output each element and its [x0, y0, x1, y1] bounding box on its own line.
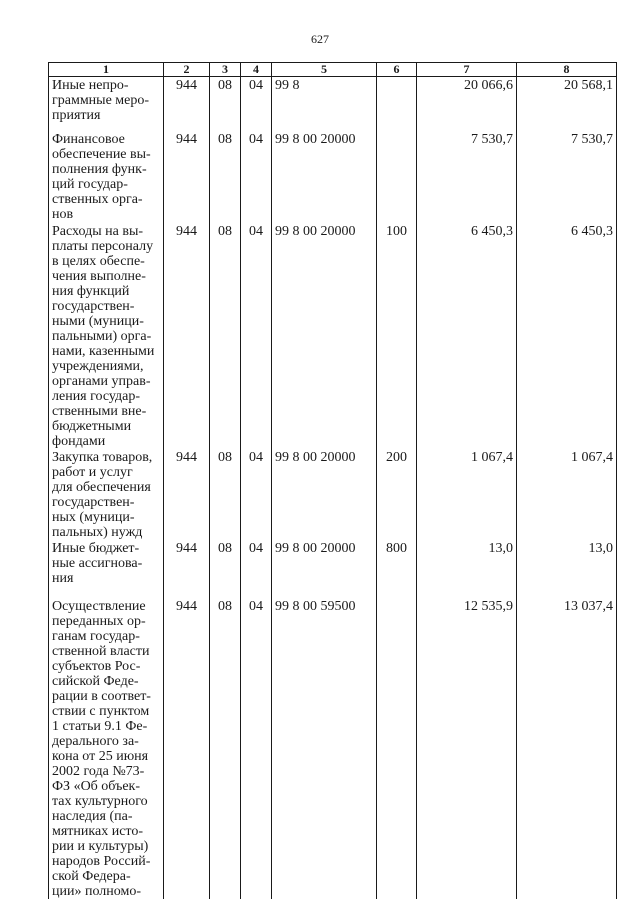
ministry-code: 944: [164, 540, 210, 598]
row-name: Иные бюджет- ные ассигнова- ния: [49, 540, 164, 598]
column-header: 1: [49, 63, 164, 77]
table-row: [49, 223, 617, 449]
section-code: 08: [210, 77, 241, 131]
row-name: Иные непро- граммные меро- приятия: [49, 77, 164, 131]
column-header: 3: [210, 63, 241, 77]
row-name: Осуществление переданных ор- ганам государ- ственной власти субъектов Рос- сийской Феде- рации в соответ- ствии с пунктом 1 статьи 9.1 Фе- дерального за- кона от 25 июня 2002 года №73- ФЗ «Об объек- тах культурного наследия (па- мятниках исто- рии и культуры) народов Россий- ской Федера- ции» полномо-: [49, 598, 164, 899]
subsection-code: 04: [241, 223, 272, 449]
ministry-code: 944: [164, 598, 210, 899]
expense-type-code: [377, 77, 417, 131]
header-row: [49, 63, 617, 77]
ministry-code: 944: [164, 223, 210, 449]
expense-type-code: [377, 598, 417, 899]
row-name: Закупка товаров, работ и услуг для обеспечения государствен- ных (муници- пальных) нужд: [49, 449, 164, 540]
target-article-code: 99 8 00 20000: [272, 223, 377, 449]
table-row: [49, 131, 617, 223]
subsection-code: 04: [241, 449, 272, 540]
section-code: 08: [210, 223, 241, 449]
subsection-code: 04: [241, 598, 272, 899]
column-header: 5: [272, 63, 377, 77]
amount-col-8: 20 568,1: [517, 77, 617, 131]
section-code: 08: [210, 449, 241, 540]
section-code: 08: [210, 598, 241, 899]
expense-type-code: 800: [377, 540, 417, 598]
table-row: [49, 540, 617, 598]
amount-col-7: 6 450,3: [417, 223, 517, 449]
ministry-code: 944: [164, 449, 210, 540]
column-header: 4: [241, 63, 272, 77]
amount-col-8: 13,0: [517, 540, 617, 598]
amount-col-7: 7 530,7: [417, 131, 517, 223]
subsection-code: 04: [241, 540, 272, 598]
amount-col-8: 1 067,4: [517, 449, 617, 540]
column-header: 7: [417, 63, 517, 77]
amount-col-7: 13,0: [417, 540, 517, 598]
expense-type-code: 200: [377, 449, 417, 540]
target-article-code: 99 8 00 59500: [272, 598, 377, 899]
target-article-code: 99 8 00 20000: [272, 131, 377, 223]
amount-col-7: 20 066,6: [417, 77, 517, 131]
column-header: 6: [377, 63, 417, 77]
expense-type-code: 100: [377, 223, 417, 449]
amount-col-7: 1 067,4: [417, 449, 517, 540]
row-name: Расходы на вы- платы персоналу в целях обеспе- чения выполне- ния функций государствен- ными (муници- пальными) орга- нами, казенными учреждениями, органами управ- ления государ- ственными вне- бюджетными фондами: [49, 223, 164, 449]
subsection-code: 04: [241, 77, 272, 131]
expense-type-code: [377, 131, 417, 223]
section-code: 08: [210, 131, 241, 223]
amount-col-7: 12 535,9: [417, 598, 517, 899]
subsection-code: 04: [241, 131, 272, 223]
column-header: 8: [517, 63, 617, 77]
table-row: [49, 449, 617, 540]
ministry-code: 944: [164, 77, 210, 131]
amount-col-8: 13 037,4: [517, 598, 617, 899]
amount-col-8: 7 530,7: [517, 131, 617, 223]
section-code: 08: [210, 540, 241, 598]
ministry-code: 944: [164, 131, 210, 223]
row-name: Финансовое обеспечение вы- полнения функ- ций государ- ственных орга- нов: [49, 131, 164, 223]
target-article-code: 99 8: [272, 77, 377, 131]
table-row: [49, 77, 617, 131]
table-row: [49, 598, 617, 899]
page-number: 627: [311, 32, 329, 46]
amount-col-8: 6 450,3: [517, 223, 617, 449]
target-article-code: 99 8 00 20000: [272, 449, 377, 540]
budget-table: [48, 62, 617, 899]
column-header: 2: [164, 63, 210, 77]
target-article-code: 99 8 00 20000: [272, 540, 377, 598]
